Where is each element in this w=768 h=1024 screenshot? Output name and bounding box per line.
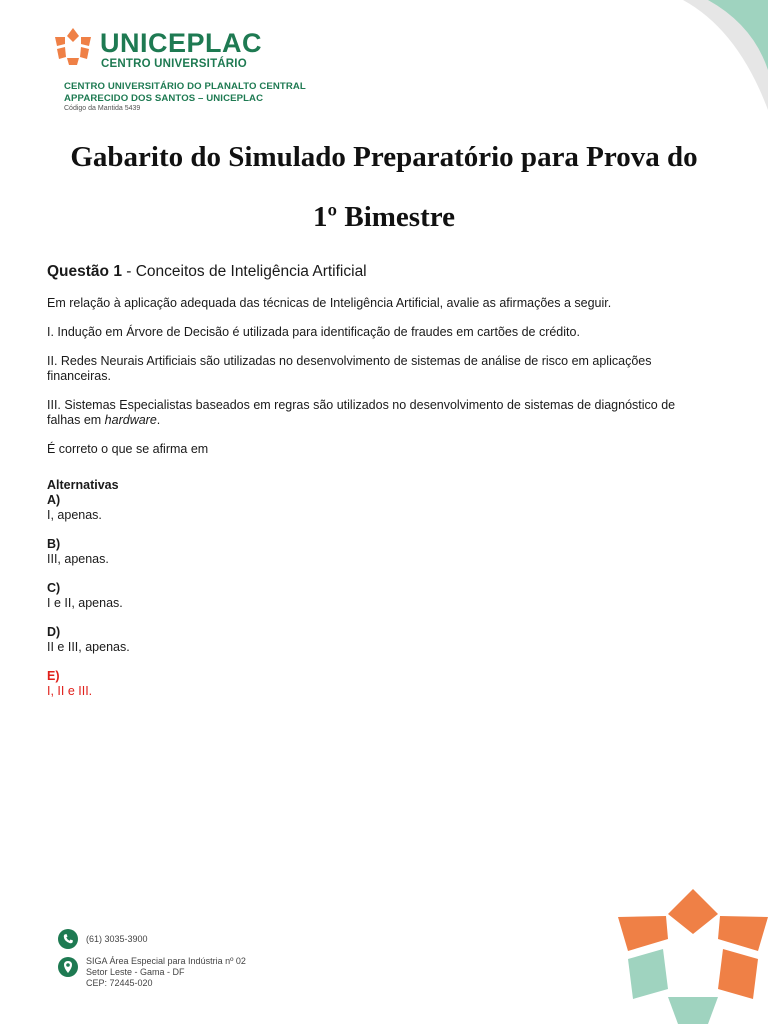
question-number: Questão 1: [47, 263, 122, 280]
alternative-letter: E): [47, 669, 60, 683]
alternative-b: [47, 537, 707, 567]
phone-number: (61) 3035-3900: [86, 934, 148, 944]
question-topic: - Conceitos de Inteligência Artificial: [121, 263, 367, 280]
alternative-e-correct: [47, 669, 707, 699]
statement-3-end: .: [156, 413, 161, 427]
document-title: [30, 127, 738, 247]
alternative-letter: B): [47, 537, 61, 551]
statement-3-italic: hardware: [104, 413, 157, 427]
title-line1: Gabarito do Simulado Preparatório para Prova do: [70, 141, 698, 173]
alternative-letter: C): [47, 581, 61, 595]
alternative-text: I, II e III.: [47, 684, 93, 698]
uniceplac-flower-icon: [54, 28, 92, 66]
statement-1: I. Indução em Árvore de Decisão é utilizada para identificação de fraudes em cartões de crédito.: [47, 325, 580, 339]
corner-flower-decoration: [608, 889, 768, 1024]
question-prompt: É correto o que se afirma em: [47, 442, 209, 456]
brand-subtitle: CENTRO UNIVERSITÁRIO: [101, 58, 247, 70]
alternative-letter: A): [47, 493, 61, 507]
alternative-d: [47, 625, 707, 655]
location-pin-icon: [58, 957, 78, 977]
address-line2: Setor Leste - Gama - DF: [86, 967, 185, 977]
brand-name: UNICEPLAC: [100, 28, 263, 58]
statement-2: II. Redes Neurais Artificiais são utilizadas no desenvolvimento de sistemas de análise de risco em aplicações financeiras.: [47, 354, 652, 383]
alternative-text: I, apenas.: [47, 508, 102, 522]
alternative-letter: D): [47, 625, 61, 639]
institution-code: Código da Mantida 5439: [64, 105, 141, 112]
institution-name-line1: CENTRO UNIVERSITÁRIO DO PLANALTO CENTRAL: [64, 81, 306, 92]
alternative-a: [47, 493, 707, 523]
question-intro: Em relação à aplicação adequada das técnicas de Inteligência Artificial, avalie as afirmações a seguir.: [47, 296, 612, 310]
question-block: [47, 264, 707, 713]
corner-decoration-top: [628, 0, 768, 130]
alternative-text: I e II, apenas.: [47, 596, 123, 610]
institution-name-line2: APPARECIDO DOS SANTOS – UNICEPLAC: [64, 93, 264, 104]
title-line2: 1º Bimestre: [313, 201, 455, 233]
address-line3: CEP: 72445-020: [86, 978, 153, 988]
statement-3: [47, 398, 707, 428]
alternative-text: II e III, apenas.: [47, 640, 130, 654]
question-heading: [47, 264, 707, 279]
phone-icon: [58, 929, 78, 949]
alternatives-heading: Alternativas: [47, 478, 119, 492]
alternative-c: [47, 581, 707, 611]
statement-3-text: III. Sistemas Especialistas baseados em regras são utilizados no desenvolvimento de sistemas de diagnóstico de falhas em: [47, 398, 676, 427]
address-line1: SIGA Área Especial para Indústria nº 02: [86, 956, 246, 966]
alternative-text: III, apenas.: [47, 552, 109, 566]
